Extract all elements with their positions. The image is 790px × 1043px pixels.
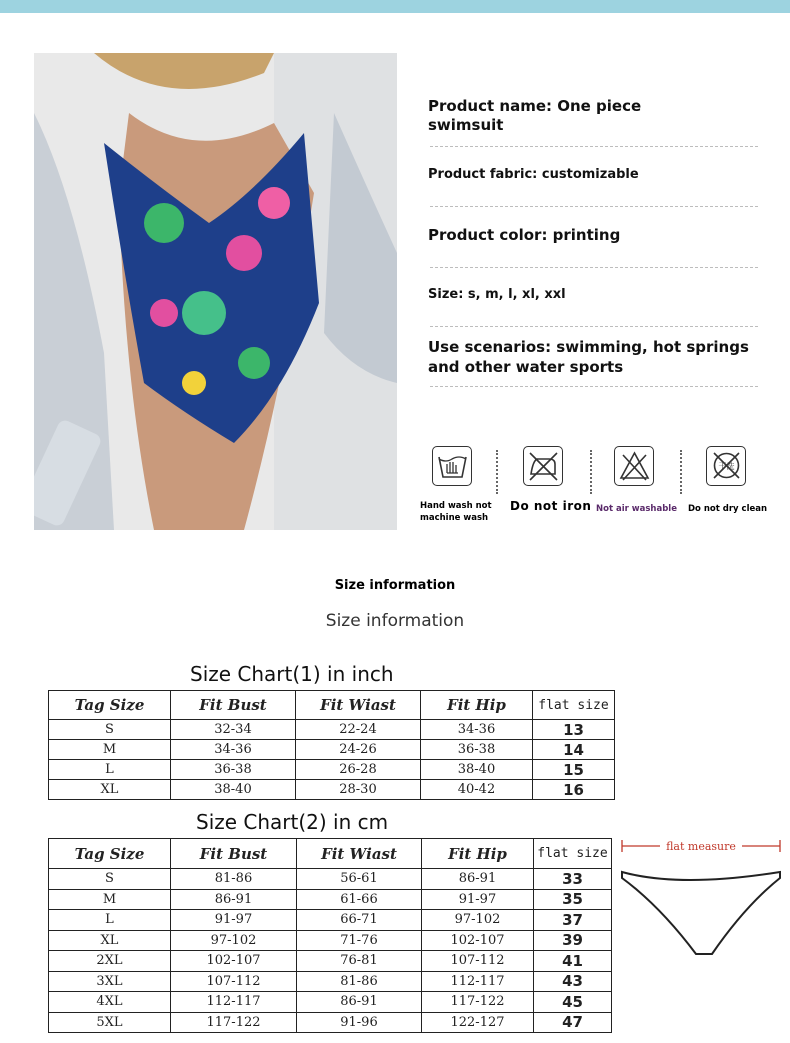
cell-fit-bust: 81-86 — [171, 869, 297, 890]
cell-fit-waist: 26-28 — [296, 760, 421, 780]
table-row — [49, 760, 615, 780]
table-row — [49, 910, 612, 931]
care-label-not-air-washable: Not air washable — [596, 504, 677, 514]
size-chart-1-title: Size Chart(1) in inch — [190, 662, 394, 686]
care-label-hand-wash-line1: Hand wash not — [420, 501, 492, 511]
product-color: Product color: printing — [428, 226, 621, 244]
cell-tag-size: XL — [49, 780, 171, 800]
dry-clean-icon-text: 干洗 — [718, 462, 734, 471]
care-divider — [496, 450, 498, 494]
cell-fit-waist: 76-81 — [297, 951, 422, 972]
flat-measure-label: flat measure — [666, 840, 736, 853]
cell-fit-hip: 36-38 — [421, 740, 533, 760]
product-name-line2: swimsuit — [428, 116, 504, 134]
cell-fit-bust: 97-102 — [171, 930, 297, 951]
scenarios-line1: Use scenarios: swimming, hot springs — [428, 338, 749, 356]
cell-fit-waist: 61-66 — [297, 889, 422, 910]
no-bleach-icon — [614, 446, 654, 486]
size-chart-2-title: Size Chart(2) in cm — [196, 810, 389, 834]
product-photo — [34, 53, 397, 530]
scenarios-line2: and other water sports — [428, 358, 624, 376]
cell-fit-waist: 66-71 — [297, 910, 422, 931]
do-not-dry-clean-icon — [706, 446, 746, 486]
cell-fit-bust: 32-34 — [171, 720, 296, 740]
table-row — [49, 740, 615, 760]
table-row — [49, 930, 612, 951]
care-label-hand-wash-line2: machine wash — [420, 513, 489, 523]
flat-measure-diagram — [620, 836, 782, 956]
cell-fit-bust: 91-97 — [171, 910, 297, 931]
cell-fit-waist: 86-91 — [297, 992, 422, 1013]
size-chart-2-table — [48, 838, 612, 1033]
hand-wash-icon — [432, 446, 472, 486]
do-not-iron-icon — [523, 446, 563, 486]
cell-fit-bust: 38-40 — [171, 780, 296, 800]
table-header-row — [49, 691, 615, 720]
table-row — [49, 971, 612, 992]
table-row — [49, 720, 615, 740]
cell-fit-bust: 36-38 — [171, 760, 296, 780]
product-name-line1: Product name: One piece — [428, 97, 642, 115]
cell-fit-bust: 112-117 — [171, 992, 297, 1013]
care-divider — [680, 450, 682, 494]
cell-flat-size: 35 — [534, 889, 612, 910]
cell-fit-waist: 22-24 — [296, 720, 421, 740]
cell-fit-hip: 112-117 — [422, 971, 534, 992]
cell-flat-size: 43 — [534, 971, 612, 992]
product-size: Size: s, m, l, xl, xxl — [428, 287, 566, 302]
col-header-fit-waist: Fit Wiast — [296, 691, 421, 720]
table-header-row — [49, 839, 612, 869]
size-info-heading-bold: Size information — [334, 578, 456, 593]
cell-fit-bust: 102-107 — [171, 951, 297, 972]
divider — [430, 146, 758, 147]
size-chart-1-table — [48, 690, 615, 800]
cell-fit-bust: 86-91 — [171, 889, 297, 910]
cell-fit-waist: 71-76 — [297, 930, 422, 951]
cell-fit-hip: 86-91 — [422, 869, 534, 890]
table-row — [49, 1012, 612, 1033]
care-divider — [590, 450, 592, 494]
col-header-fit-waist: Fit Wiast — [297, 839, 422, 869]
cell-fit-waist: 24-26 — [296, 740, 421, 760]
cell-tag-size: M — [49, 889, 171, 910]
care-label-hand-wash — [420, 500, 500, 524]
cell-fit-hip: 38-40 — [421, 760, 533, 780]
cell-fit-hip: 97-102 — [422, 910, 534, 931]
cell-tag-size: L — [49, 910, 171, 931]
col-header-fit-hip: Fit Hip — [421, 691, 533, 720]
cell-tag-size: M — [49, 740, 171, 760]
cell-flat-size: 13 — [533, 720, 615, 740]
cell-fit-hip: 40-42 — [421, 780, 533, 800]
divider — [430, 206, 758, 207]
product-fabric: Product fabric: customizable — [428, 167, 639, 182]
cell-tag-size: 4XL — [49, 992, 171, 1013]
table-row — [49, 780, 615, 800]
care-label-do-not-dry-clean: Do not dry clean — [688, 504, 768, 514]
divider — [430, 267, 758, 268]
product-name — [428, 97, 758, 135]
cell-fit-hip: 122-127 — [422, 1012, 534, 1033]
divider — [430, 326, 758, 327]
table-row — [49, 951, 612, 972]
cell-flat-size: 15 — [533, 760, 615, 780]
cell-flat-size: 39 — [534, 930, 612, 951]
col-header-flat-size: flat size — [534, 839, 612, 869]
cell-tag-size: L — [49, 760, 171, 780]
cell-flat-size: 16 — [533, 780, 615, 800]
cell-flat-size: 47 — [534, 1012, 612, 1033]
table-row — [49, 869, 612, 890]
cell-fit-hip: 91-97 — [422, 889, 534, 910]
cell-fit-hip: 117-122 — [422, 992, 534, 1013]
cell-flat-size: 37 — [534, 910, 612, 931]
cell-tag-size: S — [49, 869, 171, 890]
col-header-tag-size: Tag Size — [49, 839, 171, 869]
cell-fit-waist: 28-30 — [296, 780, 421, 800]
col-header-fit-hip: Fit Hip — [422, 839, 534, 869]
col-header-fit-bust: Fit Bust — [171, 839, 297, 869]
cell-tag-size: XL — [49, 930, 171, 951]
cell-fit-waist: 81-86 — [297, 971, 422, 992]
size-info-heading: Size information — [325, 611, 465, 631]
cell-flat-size: 33 — [534, 869, 612, 890]
cell-fit-bust: 117-122 — [171, 1012, 297, 1033]
cell-tag-size: 2XL — [49, 951, 171, 972]
cell-tag-size: 3XL — [49, 971, 171, 992]
cell-fit-bust: 34-36 — [171, 740, 296, 760]
cell-flat-size: 41 — [534, 951, 612, 972]
col-header-fit-bust: Fit Bust — [171, 691, 296, 720]
cell-flat-size: 14 — [533, 740, 615, 760]
cell-fit-waist: 56-61 — [297, 869, 422, 890]
divider — [430, 386, 758, 387]
col-header-tag-size: Tag Size — [49, 691, 171, 720]
table-row — [49, 889, 612, 910]
cell-flat-size: 45 — [534, 992, 612, 1013]
cell-tag-size: 5XL — [49, 1012, 171, 1033]
table-row — [49, 992, 612, 1013]
cell-fit-bust: 107-112 — [171, 971, 297, 992]
product-use-scenarios — [428, 337, 758, 377]
cell-fit-hip: 102-107 — [422, 930, 534, 951]
cell-fit-hip: 107-112 — [422, 951, 534, 972]
col-header-flat-size: flat size — [533, 691, 615, 720]
cell-fit-hip: 34-36 — [421, 720, 533, 740]
top-banner-bar — [0, 0, 790, 13]
cell-tag-size: S — [49, 720, 171, 740]
care-label-do-not-iron: Do not iron — [510, 499, 592, 513]
cell-fit-waist: 91-96 — [297, 1012, 422, 1033]
